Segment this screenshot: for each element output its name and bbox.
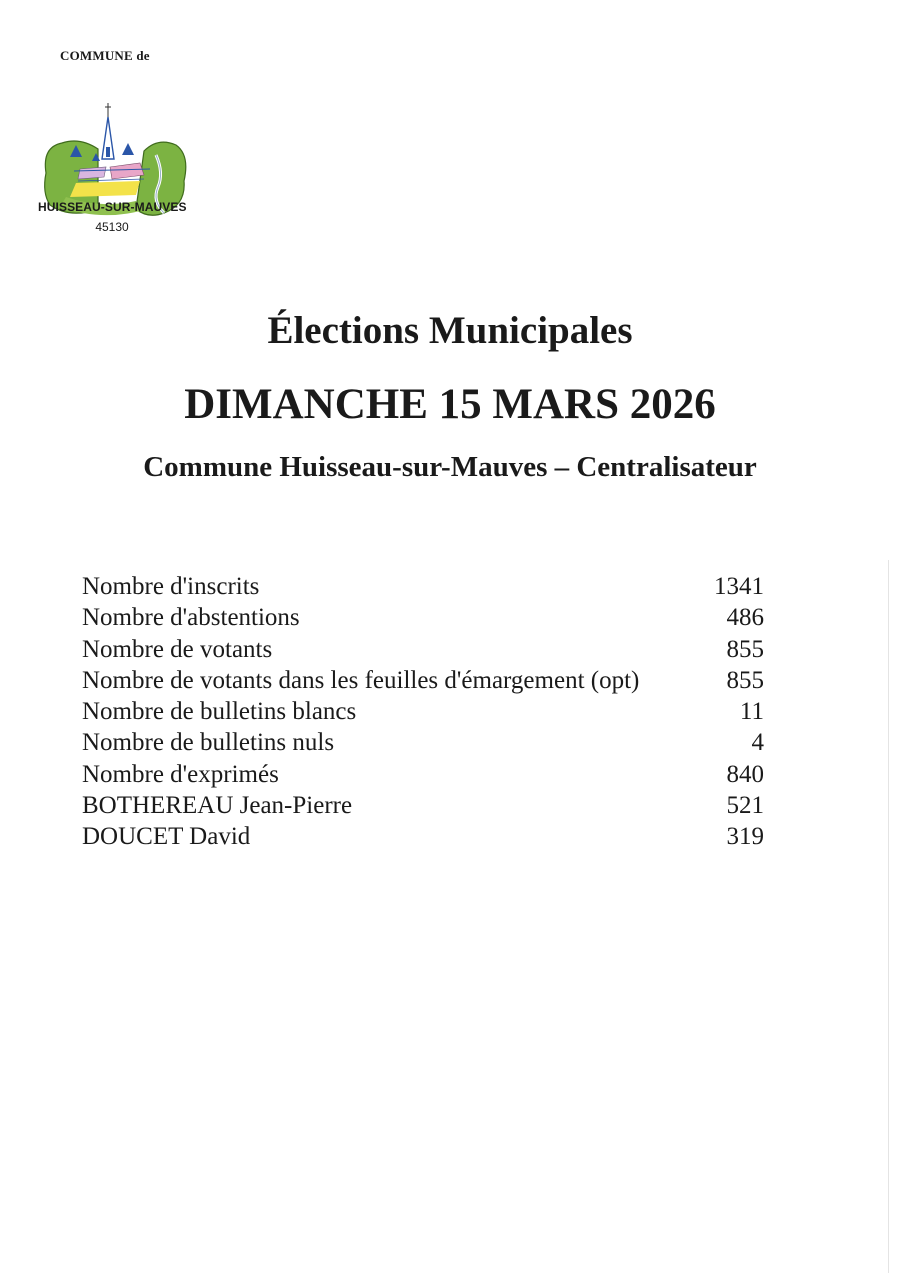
result-row bbox=[82, 571, 764, 602]
candidate-name: BOTHEREAU Jean-Pierre bbox=[82, 792, 353, 820]
candidate-row bbox=[82, 821, 764, 852]
result-label: Nombre de bulletins blancs bbox=[82, 698, 357, 726]
candidate-name: DOUCET David bbox=[82, 823, 251, 851]
postal-code: 45130 bbox=[95, 220, 129, 234]
page-subtitle: Commune Huisseau-sur-Mauves – Centralisateur bbox=[143, 451, 757, 483]
result-label: Nombre de votants bbox=[82, 635, 273, 663]
result-value: 11 bbox=[739, 698, 764, 726]
result-row bbox=[82, 602, 764, 633]
candidate-row bbox=[82, 790, 764, 821]
result-row bbox=[82, 696, 764, 727]
commune-label: COMMUNE de bbox=[60, 48, 150, 63]
result-value: 840 bbox=[726, 760, 764, 788]
result-value: 855 bbox=[726, 635, 764, 663]
result-row bbox=[82, 634, 764, 665]
result-row bbox=[82, 665, 764, 696]
result-label: Nombre d'exprimés bbox=[82, 760, 279, 788]
town-name: HUISSEAU-SUR-MAUVES bbox=[38, 200, 187, 214]
results-table bbox=[82, 571, 764, 853]
commune-logo-block bbox=[38, 44, 188, 240]
result-row bbox=[82, 759, 764, 790]
result-value: 4 bbox=[751, 729, 764, 757]
result-label: Nombre de bulletins nuls bbox=[82, 729, 335, 757]
result-row bbox=[82, 727, 764, 758]
result-label: Nombre d'inscrits bbox=[82, 573, 260, 600]
page-title: Élections Municipales bbox=[267, 309, 633, 352]
scan-edge-divider bbox=[888, 560, 889, 1273]
election-date: DIMANCHE 15 MARS 2026 bbox=[184, 381, 716, 428]
candidate-votes: 319 bbox=[726, 823, 764, 851]
result-value: 486 bbox=[726, 604, 764, 632]
candidate-votes: 521 bbox=[726, 792, 764, 820]
result-label: Nombre d'abstentions bbox=[82, 604, 300, 632]
result-value: 1341 bbox=[714, 573, 764, 600]
result-label: Nombre de votants dans les feuilles d'émargement (opt) bbox=[82, 666, 640, 694]
result-value: 855 bbox=[726, 666, 764, 694]
